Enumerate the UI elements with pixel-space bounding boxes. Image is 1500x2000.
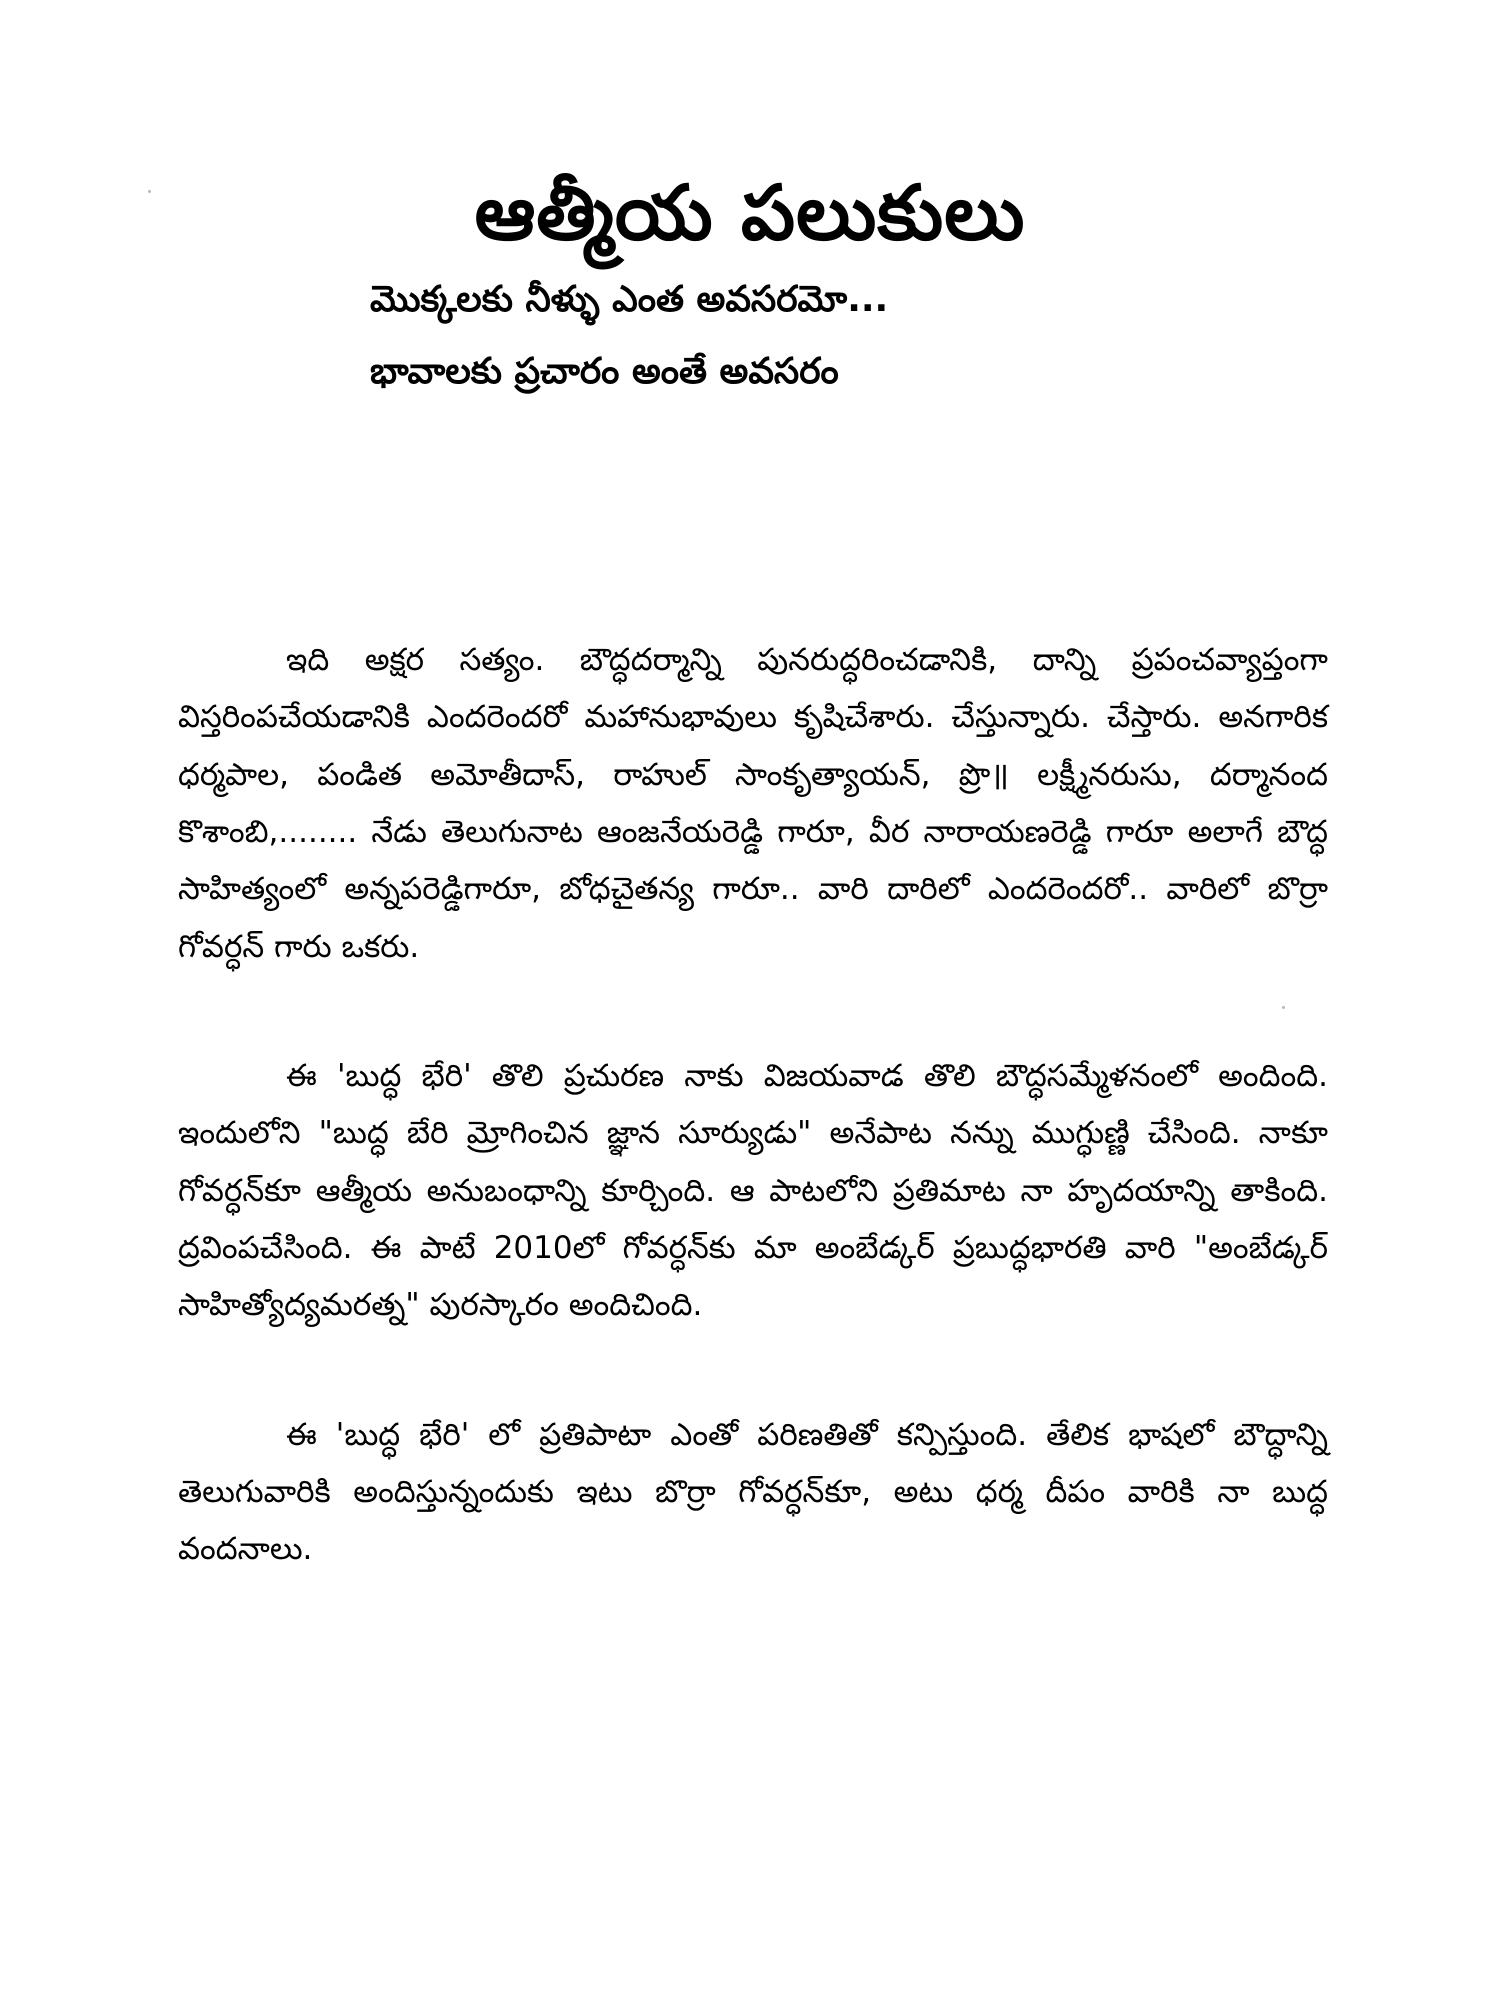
paragraph-1: ఇది అక్షర సత్యం. బౌద్ధదర్మాన్ని పునరుద్ధరించడానికి, దాన్ని ప్రపంచవ్యాప్తంగా విస్తరింపచేయడానికి ఎందరెందరో మహానుభావులు కృషిచేశారు. చేస్తున్నారు. చేస్తారు. అనగారిక ధర్మపాల, పండిత అమోతీదాస్, రాహుల్ సాంకృత్యాయన్, ప్రొ॥ లక్ష్మీనరుసు, దర్మానంద కొశాంబి,........ నేడు తెలుగునాట ఆంజనేయరెడ్డి గారూ, వీర నారాయణరెడ్డి గారూ అలాగే బౌద్ధ సాహిత్యంలో అన్నపరెడ్డిగారూ, బోధచైతన్య గారూ.. వారి దారిలో ఎందరెందరో.. వారిలో బొర్రా గోవర్ధన్ గారు ఒకరు.	[178, 642, 1328, 965]
subtitle-line-2: భావాలకు ప్రచారం అంతే అవసరం	[370, 351, 839, 392]
body-text	[178, 632, 1328, 1579]
paragraph-2: ఈ 'బుద్ధ భేరి' తొలి ప్రచురణ నాకు విజయవాడ తొలి బౌద్ధసమ్మేళనంలో అందింది. ఇందులోని "బుద్ధ బేరి మ్రోగించిన జ్ఞాన సూర్యుడు" అనేపాట నన్ను ముగ్ధుణ్ణి చేసింది. నాకూ గోవర్ధన్‌కూ ఆత్మీయ అనుబంధాన్ని కూర్చింది. ఆ పాటలోని ప్రతిమాట నా హృదయాన్ని తాకింది. ద్రవింపచేసింది. ఈ పాటే 2010లో గోవర్ధన్‌కు మా అంబేడ్కర్ ప్రబుద్ధభారతి వారి "అంబేడ్కర్ సాహిత్యోద్యమరత్న" పురస్కారం అందిచింది.	[178, 1058, 1328, 1324]
subtitle-line-1: మొక్కలకు నీళ్ళు ఎంత అవసరమో...	[370, 279, 889, 320]
paragraph-3: ఈ 'బుద్ధ భేరి' లో ప్రతిపాటా ఎంతో పరిణతితో కన్పిస్తుంది. తేలిక భాషలో బౌద్ధాన్ని తెలుగువారికి అందిస్తున్నందుకు ఇటు బొర్రా గోవర్ధన్‌కూ, అటు ధర్మ దీపం వారికి నా బుద్ధ వందనాలు.	[178, 1416, 1328, 1568]
page-title: ఆత్మీయ పలుకులు	[474, 167, 1026, 257]
